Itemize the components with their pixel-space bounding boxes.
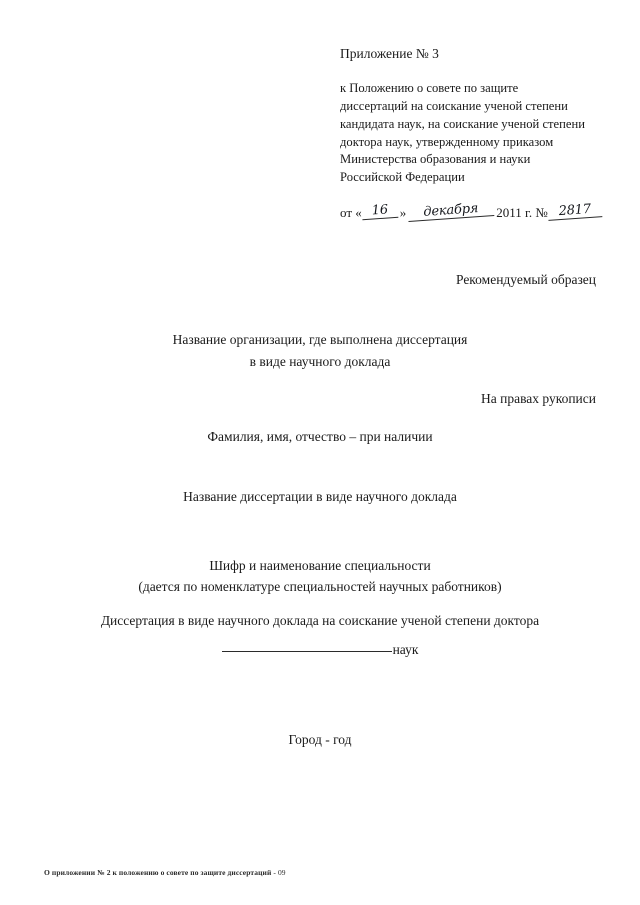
order-mid: »	[399, 205, 407, 221]
degree-line-2	[0, 640, 640, 660]
order-day-handwritten: 16	[361, 202, 398, 220]
city-year-placeholder: Город - год	[288, 732, 352, 747]
footer-note	[44, 868, 286, 877]
specialty-block	[0, 556, 640, 598]
order-number-handwritten: 2817	[547, 201, 602, 221]
author-name-placeholder: Фамилия, имя, отчество – при наличии	[207, 429, 433, 444]
degree-line-1: Диссертация в виде научного доклада на соискание ученой степени доктора	[100, 613, 540, 628]
appendix-reference-text: к Положению о совете по защите диссертаций на соискание ученой степени кандидата наук, на соискание ученой степени доктора наук, утвержденному приказом Министерства образования и науки Российской Федерации	[340, 80, 585, 185]
footer-tail: - 09	[271, 868, 286, 877]
recommended-sample-label: Рекомендуемый образец	[455, 272, 596, 287]
organization-line-2: в виде научного доклада	[249, 353, 391, 369]
organization-line-1: Название организации, где выполнена диссертация	[172, 332, 468, 347]
specialty-line-2: (дается по номенклатуре специальностей научных работников)	[138, 578, 502, 594]
appendix-block	[340, 46, 610, 221]
order-prefix: от «	[340, 205, 362, 221]
degree-blank-rule	[222, 651, 392, 652]
manuscript-rights-label: На правах рукописи	[480, 391, 596, 406]
degree-block	[0, 611, 640, 661]
organization-block	[0, 329, 640, 372]
footer-bold-part: О приложении № 2 к положению о совете по защите диссертаций	[44, 868, 272, 877]
order-month-handwritten: декабря	[408, 200, 495, 222]
order-date-line	[340, 201, 610, 221]
thesis-title-placeholder: Название диссертации в виде научного доклада	[183, 489, 457, 504]
order-year: 2011 г. №	[496, 205, 548, 221]
specialty-line-1: Шифр и наименование специальности	[209, 558, 431, 573]
degree-line-2-suffix: наук	[392, 642, 419, 658]
appendix-title: Приложение № 3	[340, 46, 439, 61]
